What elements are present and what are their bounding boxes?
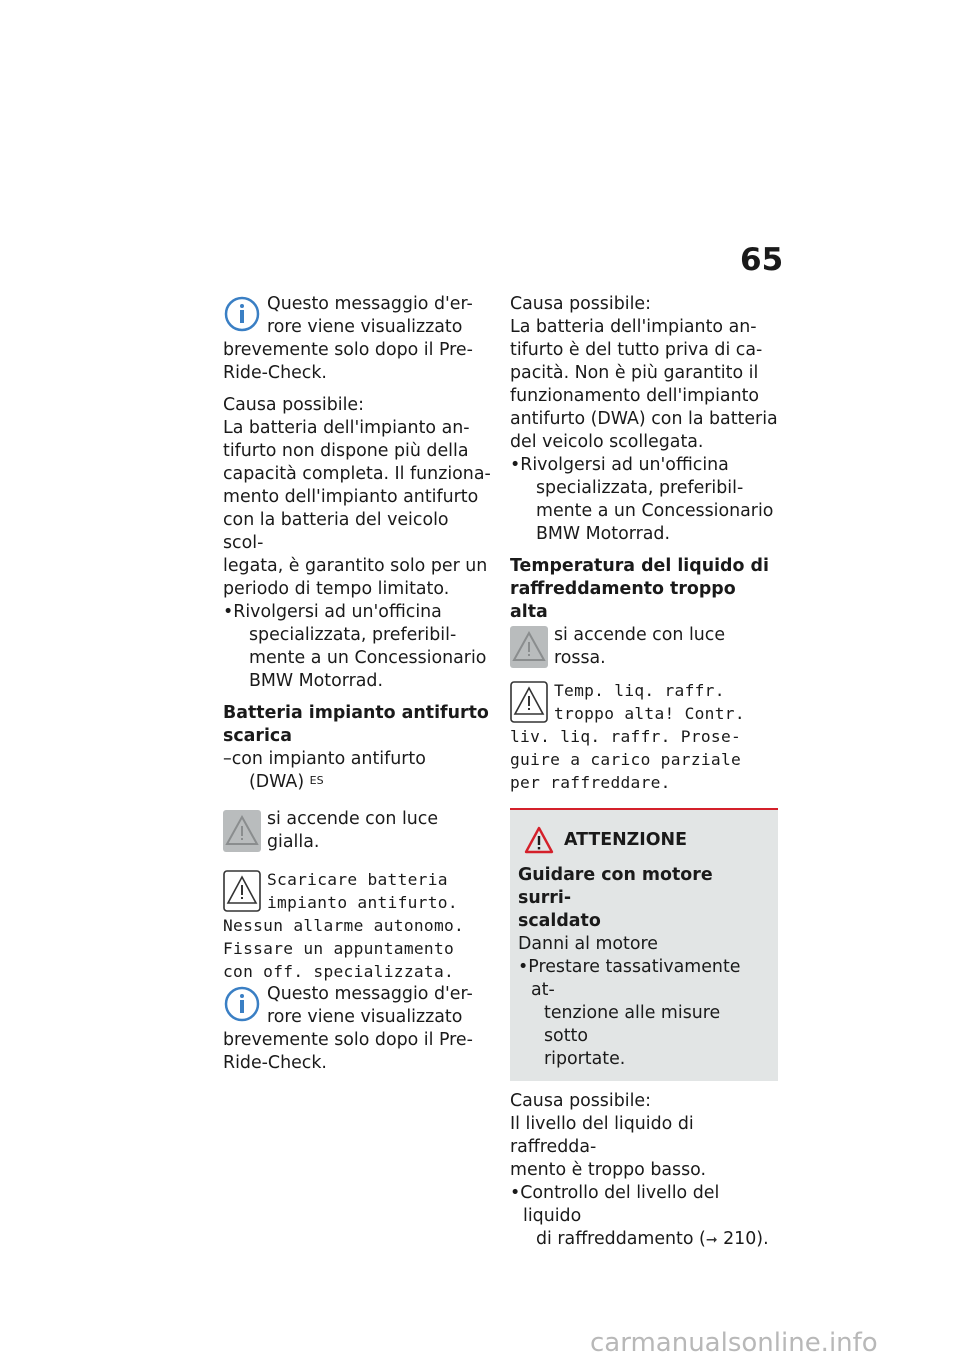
info-line: rore viene visualizzato bbox=[267, 1007, 463, 1027]
light-text: si accende con luce rossa. bbox=[554, 625, 726, 668]
display-warning-icon bbox=[223, 870, 261, 912]
info-line: Ride-Check. bbox=[223, 1053, 327, 1073]
cause-label: Causa possibile: bbox=[510, 294, 651, 314]
page-ref[interactable]: 210). bbox=[723, 1229, 769, 1249]
warning-subhead: Guidare con motore surri- bbox=[518, 865, 713, 908]
info-line: Questo messaggio d'er- bbox=[267, 984, 473, 1004]
dash-item: –con impianto antifurto (DWA) $^{ES}$ bbox=[223, 749, 426, 792]
cause-line: pacità. Non è più garantito il bbox=[510, 363, 759, 383]
warning-triangle-gray-icon bbox=[510, 626, 548, 668]
indicator-row bbox=[223, 808, 491, 854]
cause-line: con la batteria del veicolo scol- bbox=[223, 510, 449, 553]
section-heading: scarica bbox=[223, 726, 292, 746]
bullet-line: specializzata, preferibil- bbox=[249, 625, 457, 645]
display-line: Temp. liq. raffr. bbox=[554, 681, 725, 700]
bullet-line: mente a un Concessionario bbox=[249, 648, 487, 668]
cause-line: Il livello del liquido di raffredda- bbox=[510, 1114, 694, 1157]
warning-bullet-line: riportate. bbox=[544, 1049, 626, 1069]
bullet-line: specializzata, preferibil- bbox=[536, 478, 744, 498]
info-note-2 bbox=[223, 983, 491, 1075]
display-line: con off. specializzata. bbox=[223, 962, 455, 981]
warning-box bbox=[510, 808, 778, 1081]
warning-text: Danni al motore bbox=[518, 934, 658, 954]
cause-line: funzionamento dell'impianto bbox=[510, 386, 760, 406]
light-text: si accende con luce gialla. bbox=[267, 809, 439, 852]
info-icon bbox=[223, 985, 261, 1023]
info-line: Questo messaggio d'er- bbox=[267, 294, 473, 314]
bullet-item: •Rivolgersi ad un'officina specializzata, preferibil- mente a un Concessionario BMW Motorrad. bbox=[223, 601, 491, 693]
cause-line: La batteria dell'impianto an- bbox=[223, 418, 470, 438]
warning-bullet-line: tenzione alle misure sotto bbox=[544, 1003, 721, 1046]
warning-bullet: •Prestare tassativamente at- tenzione alle misure sotto riportate. bbox=[518, 956, 766, 1071]
info-line: brevemente solo dopo il Pre- bbox=[223, 1030, 473, 1050]
cause-line: mento è troppo basso. bbox=[510, 1160, 707, 1180]
bullet-line: Rivolgersi ad un'officina bbox=[233, 602, 442, 622]
watermark: carmanualsonline.info bbox=[590, 1328, 878, 1358]
display-message bbox=[223, 868, 491, 983]
warning-bullet-line: Prestare tassativamente at- bbox=[528, 957, 741, 1000]
cause-line: La batteria dell'impianto an- bbox=[510, 317, 757, 337]
info-line: rore viene visualizzato bbox=[267, 317, 463, 337]
cause-line: periodo di tempo limitato. bbox=[223, 579, 450, 599]
bullet-line: Controllo del livello del liquido bbox=[520, 1183, 720, 1226]
bullet-line: mente a un Concessionario bbox=[536, 501, 774, 521]
display-line: per raffreddare. bbox=[510, 773, 671, 792]
display-line: troppo alta! Contr. bbox=[554, 704, 745, 723]
indicator-row bbox=[510, 624, 778, 670]
cause-label: Causa possibile: bbox=[223, 395, 364, 415]
display-line: impianto antifurto. bbox=[267, 893, 458, 912]
warning-header bbox=[518, 826, 766, 854]
info-line: brevemente solo dopo il Pre- bbox=[223, 340, 473, 360]
section-heading: raffreddamento troppo alta bbox=[510, 579, 736, 622]
cause-line: capacità completa. Il funziona- bbox=[223, 464, 491, 484]
bullet-item: •Controllo del livello del liquido di raffreddamento (➞ 210). bbox=[510, 1183, 769, 1249]
bullet-line: Rivolgersi ad un'officina bbox=[520, 455, 729, 475]
section-heading: Batteria impianto antifurto bbox=[223, 703, 489, 723]
cause-label: Causa possibile: bbox=[510, 1091, 651, 1111]
display-warning-icon bbox=[510, 681, 548, 723]
left-column bbox=[223, 293, 491, 1075]
cause-line: antifurto (DWA) con la batteria bbox=[510, 409, 778, 429]
cause-line: tifurto è del tutto priva di ca- bbox=[510, 340, 763, 360]
cause-line: legata, è garantito solo per un bbox=[223, 556, 488, 576]
display-line: Fissare un appuntamento bbox=[223, 939, 455, 958]
display-line: Scaricare batteria bbox=[267, 870, 448, 889]
display-message bbox=[510, 679, 778, 794]
info-note-1 bbox=[223, 293, 491, 385]
page-ref-arrow-icon: ➞ bbox=[705, 1232, 718, 1248]
es-superscript: ES bbox=[309, 774, 324, 787]
dash-line: (DWA) bbox=[249, 772, 305, 792]
bullet-item: •Rivolgersi ad un'officina specializzata, preferibil- mente a un Concessionario BMW Motorrad. bbox=[510, 454, 778, 546]
cause-line: tifurto non dispone più della bbox=[223, 441, 469, 461]
cause-line: mento dell'impianto antifurto bbox=[223, 487, 479, 507]
display-line: liv. liq. raffr. Prose- bbox=[510, 727, 742, 746]
bullet-line: BMW Motorrad. bbox=[249, 671, 383, 691]
display-line: guire a carico parziale bbox=[510, 750, 742, 769]
bullet-line: BMW Motorrad. bbox=[536, 524, 670, 544]
section-heading: Temperatura del liquido di bbox=[510, 556, 769, 576]
warning-title: ATTENZIONE bbox=[564, 829, 687, 850]
bullet-line: di raffreddamento ( bbox=[536, 1229, 706, 1249]
info-line: Ride-Check. bbox=[223, 363, 327, 383]
right-column bbox=[510, 293, 778, 1252]
display-line: Nessun allarme autonomo. bbox=[223, 916, 465, 935]
dash-line: con impianto antifurto bbox=[231, 749, 426, 769]
warning-triangle-red-icon bbox=[524, 826, 554, 854]
page-number: 65 bbox=[740, 242, 784, 278]
info-icon bbox=[223, 295, 261, 333]
warning-subhead: scaldato bbox=[518, 911, 601, 931]
warning-triangle-gray-icon bbox=[223, 810, 261, 852]
cause-line: del veicolo scollegata. bbox=[510, 432, 704, 452]
